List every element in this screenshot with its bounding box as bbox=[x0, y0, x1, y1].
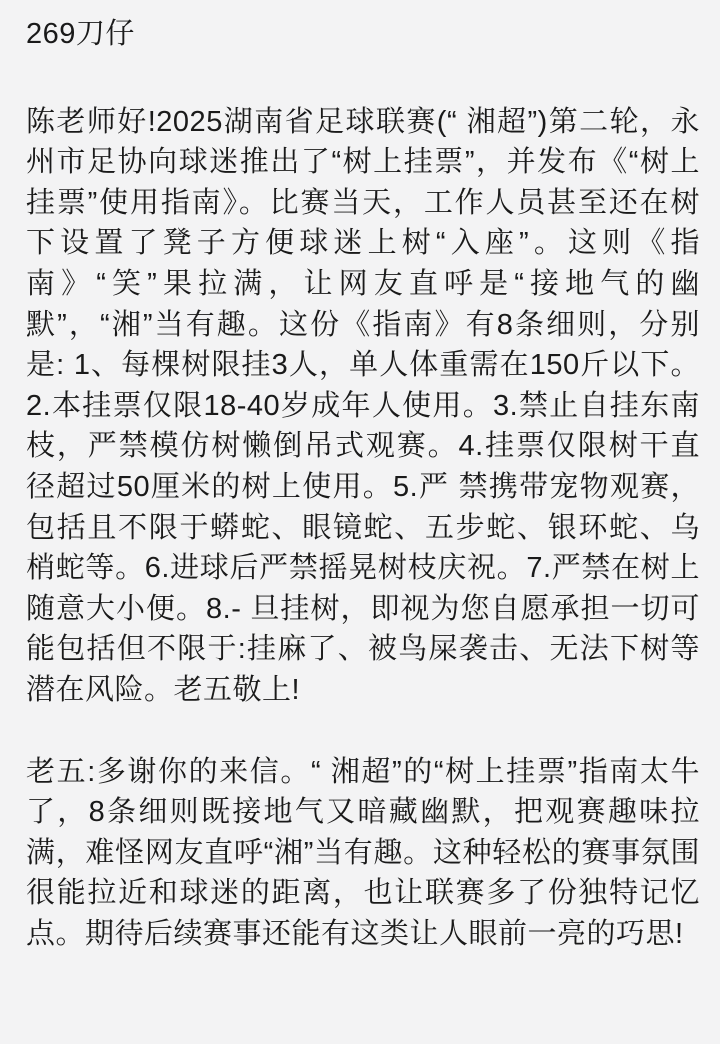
letter-paragraph: 陈老师好!2025湖南省足球联赛(“ 湘超”)第二轮，永州市足协向球迷推出了“树上挂票”，并发布《“树上挂票”使用指南》。比赛当天，工作人员甚至还在树下设置了凳子方便球迷上树“入座”。这则《指南》“笑”果拉满，让网友直呼是“接地气的幽默”，“湘”当有趣。这份《指南》有8条细则，分别是: 1、每棵树限挂3人，单人体重需在150斤以下。2.本挂票仅限18-40岁成年人使用。3.禁止自挂东南枝，严禁模仿树懒倒吊式观赛。4.挂票仅限树干直径超过50厘米的树上使用。5.严 禁携带宠物观赛，包括且不限于蟒蛇、眼镜蛇、五步蛇、银环蛇、乌梢蛇等。6.进球后严禁摇晃树枝庆祝。7.严禁在树上随意大小便。8.- 旦挂树，即视为您自愿承担一切可能包括但不限于:挂麻了、被鸟屎袭击、无法下树等潜在风险。老五敬上! bbox=[26, 105, 700, 706]
page-title: 269刀仔 bbox=[26, 18, 135, 50]
reply-paragraph: 老五:多谢你的来信。“ 湘超”的“树上挂票”指南太牛了，8条细则既接地气又暗藏幽默，把观赛趣味拉满，难怪网友直呼“湘”当有趣。这种轻松的赛事氛围很能拉近和球迷的距离，也让联赛多了份独特记忆点。期待后续赛事还能有这类让人眼前一亮的巧思! bbox=[26, 755, 700, 950]
